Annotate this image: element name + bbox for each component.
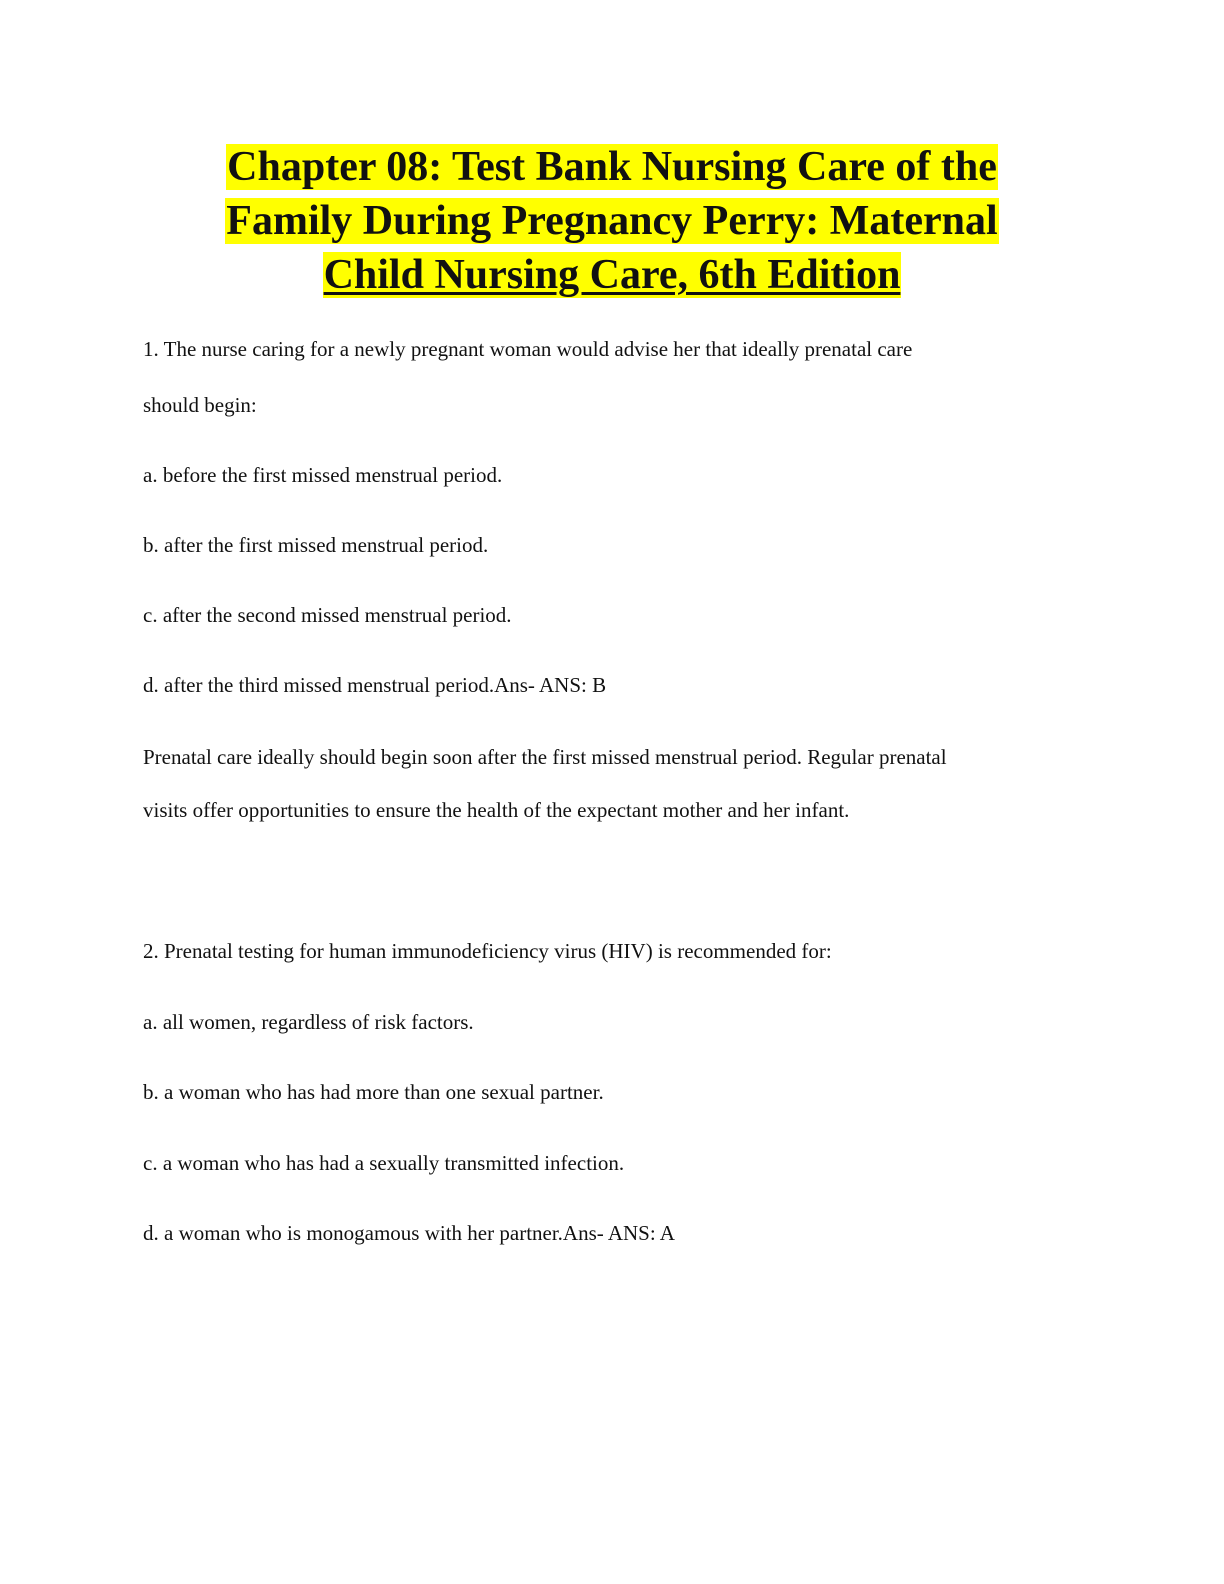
question-2-option-b: b. a woman who has had more than one sexual partner.	[143, 1080, 604, 1104]
question-1-rationale-line-1: Prenatal care ideally should begin soon after the first missed menstrual period. Regular prenatal	[143, 745, 947, 769]
question-1-stem-line-2: should begin:	[143, 393, 257, 417]
title-line-2-text: Family During Pregnancy Perry: Maternal	[226, 198, 998, 244]
question-1-option-b: b. after the first missed menstrual period.	[143, 533, 489, 557]
question-1-stem-line-1: 1. The nurse caring for a newly pregnant woman would advise her that ideally prenatal care	[143, 337, 913, 361]
question-2-option-a: a. all women, regardless of risk factors.	[143, 1010, 474, 1034]
question-1-option-c: c. after the second missed menstrual period.	[143, 603, 512, 627]
title-line-2	[140, 194, 1084, 248]
title-line-3-text: Child Nursing Care, 6th Edition	[323, 252, 901, 298]
title-line-1-text: Chapter 08: Test Bank Nursing Care of the	[227, 144, 997, 190]
question-2-stem: 2. Prenatal testing for human immunodeficiency virus (HIV) is recommended for:	[143, 939, 832, 963]
question-1-option-a: a. before the first missed menstrual period.	[143, 463, 503, 487]
question-1-option-d: d. after the third missed menstrual period.Ans- ANS: B	[143, 673, 607, 697]
page-title	[140, 140, 1084, 302]
question-2-option-d: d. a woman who is monogamous with her partner.Ans- ANS: A	[143, 1221, 675, 1245]
question-2-option-c: c. a woman who has had a sexually transmitted infection.	[143, 1151, 625, 1175]
question-1-rationale-line-2: visits offer opportunities to ensure the health of the expectant mother and her infant.	[143, 798, 850, 822]
title-line-1	[140, 140, 1084, 194]
title-line-3	[140, 248, 1084, 302]
